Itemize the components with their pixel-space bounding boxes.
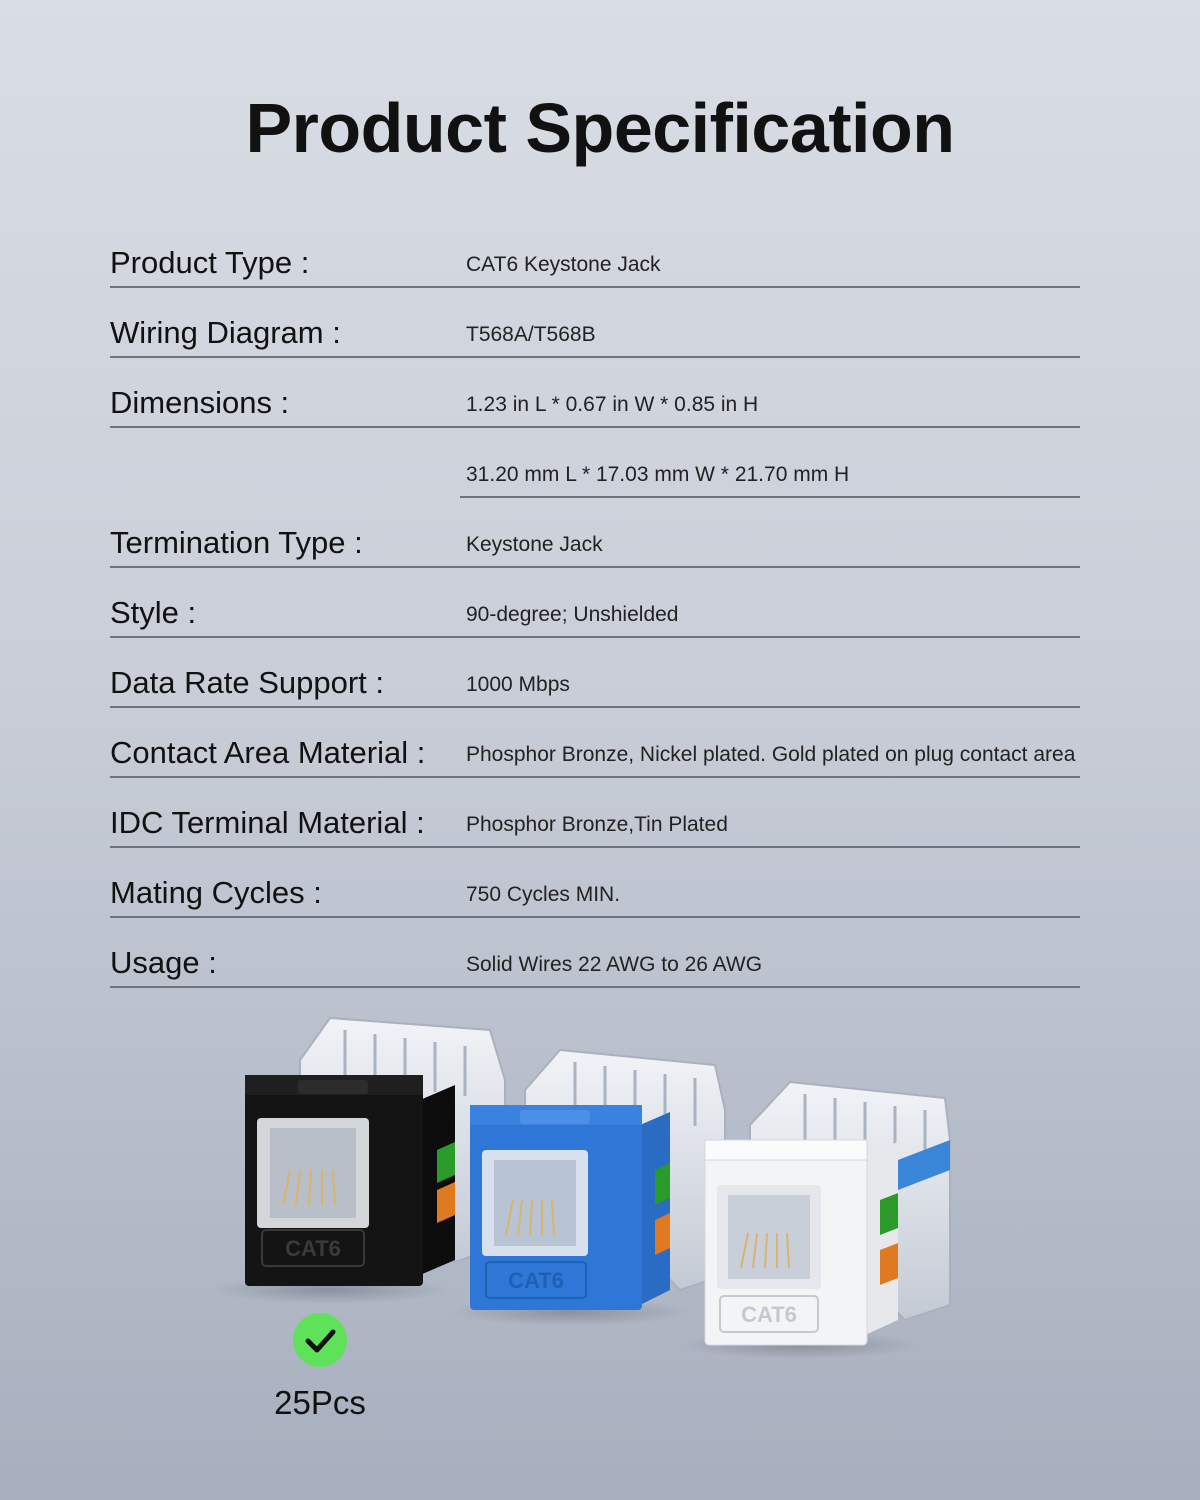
keystone-jack-black	[210, 1018, 505, 1304]
spec-row-wiring-diagram	[0, 313, 1200, 383]
spec-label: Style :	[110, 595, 197, 630]
quantity-label: 25Pcs	[274, 1384, 366, 1421]
row-divider	[110, 986, 1080, 988]
spec-value: Keystone Jack	[466, 533, 603, 556]
spec-value: 750 Cycles MIN.	[466, 883, 621, 906]
row-divider	[110, 846, 1080, 848]
spec-value: T568A/T568B	[466, 323, 596, 346]
spec-row-contact-material	[0, 733, 1200, 803]
spec-row-mating-cycles	[0, 873, 1200, 943]
row-divider	[110, 776, 1080, 778]
spec-label: Dimensions :	[110, 385, 290, 420]
page-title: Product Specification	[245, 89, 955, 167]
product-image	[0, 1000, 1200, 1420]
row-divider	[110, 636, 1080, 638]
spec-label: Product Type :	[110, 245, 310, 280]
row-divider	[110, 286, 1080, 288]
spec-row-data-rate	[0, 663, 1200, 733]
spec-label: Usage :	[110, 945, 217, 980]
row-divider	[110, 916, 1080, 918]
row-divider	[110, 566, 1080, 568]
spec-label: Wiring Diagram :	[110, 315, 341, 350]
row-divider	[110, 426, 1080, 428]
spec-label: Mating Cycles :	[110, 875, 322, 910]
jack-mark-black: CAT6	[285, 1236, 341, 1261]
spec-label: Contact Area Material :	[110, 735, 426, 770]
check-icon	[293, 1313, 347, 1367]
spec-label: Data Rate Support :	[110, 665, 384, 700]
spec-row-dimensions-metric	[0, 453, 1200, 523]
spec-value: 1000 Mbps	[466, 673, 570, 696]
jack-mark-white: CAT6	[741, 1302, 797, 1327]
spec-row-idc-material	[0, 803, 1200, 873]
spec-value: 1.23 in L * 0.67 in W * 0.85 in H	[466, 393, 759, 416]
spec-value: Phosphor Bronze, Nickel plated. Gold plated on plug contact area	[466, 743, 1076, 766]
spec-row-termination-type	[0, 523, 1200, 593]
spec-label: IDC Terminal Material :	[110, 805, 425, 840]
spec-value: CAT6 Keystone Jack	[466, 253, 661, 276]
spec-row-product-type	[0, 243, 1200, 313]
row-divider	[110, 706, 1080, 708]
spec-row-dimensions	[0, 383, 1200, 453]
spec-value: 90-degree; Unshielded	[466, 603, 679, 626]
spec-value: Solid Wires 22 AWG to 26 AWG	[466, 953, 763, 976]
spec-value: 31.20 mm L * 17.03 mm W * 21.70 mm H	[466, 463, 850, 486]
spec-label: Termination Type :	[110, 525, 363, 560]
jack-mark-blue: CAT6	[508, 1268, 564, 1293]
row-divider	[460, 496, 1080, 498]
spec-row-style	[0, 593, 1200, 663]
spec-value: Phosphor Bronze,Tin Plated	[466, 813, 728, 836]
row-divider	[110, 356, 1080, 358]
